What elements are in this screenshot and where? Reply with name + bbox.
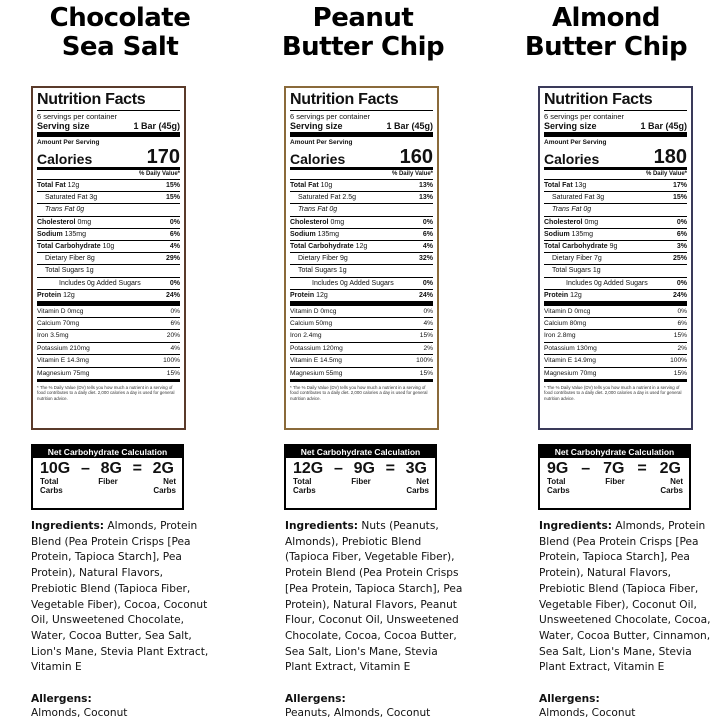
saturated-fat-row bbox=[544, 192, 687, 204]
nutrition-facts-heading: Nutrition Facts bbox=[544, 91, 687, 111]
nutrient-dv: 6% bbox=[169, 230, 180, 238]
net-fiber-value: 8G bbox=[100, 460, 122, 477]
net-carb-equation bbox=[33, 458, 182, 477]
net-carbs-caption: Net Carbs bbox=[406, 477, 429, 495]
vitamin-amount: 70mg bbox=[579, 369, 597, 377]
nutrient-name: Saturated Fat bbox=[45, 194, 88, 202]
net-carb-captions bbox=[540, 477, 689, 495]
total-sugars-row bbox=[37, 265, 180, 277]
nutrient-name: Total Carbohydrate bbox=[290, 242, 354, 250]
vitamin-dv: 15% bbox=[673, 369, 687, 377]
sodium-row bbox=[544, 229, 687, 241]
cholesterol-row bbox=[290, 217, 433, 229]
vitamin-name: Vitamin E bbox=[290, 357, 319, 365]
nutrient-dv: 24% bbox=[165, 291, 180, 299]
product-title-line2: Butter Chip bbox=[281, 32, 445, 62]
nutrient-amount: 10g bbox=[102, 242, 115, 250]
cholesterol-row bbox=[37, 217, 180, 229]
net-carbs-caption: Net Carbs bbox=[660, 477, 683, 495]
total-carbs-caption: Total Carbs bbox=[547, 477, 570, 495]
ingredients-label: Ingredients: bbox=[285, 520, 359, 532]
vitamin-e-row bbox=[37, 355, 180, 367]
vitamin-amount: 0mcg bbox=[320, 307, 337, 315]
nutrient-name: Includes 0g Added Sugars bbox=[312, 279, 394, 287]
net-total-carbs-value: 12G bbox=[293, 460, 324, 477]
nutrient-amount: 8g bbox=[87, 255, 95, 263]
nutrient-name: Trans Fat 0g bbox=[45, 206, 85, 214]
ingredients bbox=[285, 519, 465, 676]
nutrient-dv: 0% bbox=[676, 279, 687, 287]
calories-label: Calories bbox=[37, 151, 93, 167]
dietary-fiber-row bbox=[290, 253, 433, 265]
calories-value: 160 bbox=[399, 146, 433, 168]
vitamin-dv: 4% bbox=[423, 320, 433, 328]
saturated-fat-row bbox=[37, 192, 180, 204]
vitamin-name: Calcium bbox=[290, 320, 314, 328]
nutrient-amount: 1g bbox=[338, 267, 347, 275]
total-carbs-caption: Total Carbs bbox=[293, 477, 316, 495]
allergens-text: Almonds, Coconut bbox=[539, 707, 636, 719]
vitamin-amount: 0mcg bbox=[574, 307, 591, 315]
nutrient-amount: 7g bbox=[594, 255, 602, 263]
nutrient-name: Trans Fat 0g bbox=[552, 206, 592, 214]
vitamin-name: Vitamin E bbox=[37, 357, 66, 365]
vitamin-amount: 14.3mg bbox=[66, 357, 89, 365]
serving-size-row bbox=[544, 121, 687, 137]
nutrient-name: Dietary Fiber bbox=[298, 255, 339, 263]
net-carb-calculation bbox=[31, 444, 184, 510]
ingredients bbox=[539, 519, 719, 676]
ingredients-text: Nuts (Peanuts, Almonds), Prebiotic Blend (Tapioca Fiber, Vegetable Fiber), Protein Blend (Pea Protein Crisps [Pea Protein, Tapioca Starch], Pea Protein), Natural Flavors, Peanut Flour, Coconut Oil, Unsweetened Chocolate, Cocoa, Cocoa Butter, Sea Salt, Lion's Mane, Stevia Plant Extract, Vitamin E bbox=[285, 520, 463, 674]
nutrition-facts-label bbox=[538, 86, 693, 430]
nutrient-dv: 13% bbox=[418, 194, 433, 202]
product-title bbox=[486, 4, 726, 62]
vitamin-dv: 15% bbox=[673, 332, 687, 340]
ingredients-label: Ingredients: bbox=[539, 520, 613, 532]
nutrient-amount: 1g bbox=[85, 267, 94, 275]
vitamin-amount: 210mg bbox=[69, 344, 90, 352]
calories-row bbox=[544, 147, 687, 170]
nutrient-name: Cholesterol bbox=[37, 218, 76, 226]
calories-row bbox=[37, 147, 180, 170]
vitamin-amount: 120mg bbox=[322, 344, 343, 352]
net-carbs-value: 2G bbox=[659, 460, 681, 477]
vitamin-dv: 15% bbox=[419, 332, 433, 340]
iron-row bbox=[37, 330, 180, 342]
amount-per-serving: Amount Per Serving bbox=[290, 139, 353, 146]
nutrient-name: Saturated Fat bbox=[552, 194, 595, 202]
cholesterol-row bbox=[544, 217, 687, 229]
nutrient-dv: 25% bbox=[672, 255, 687, 263]
vitamin-name: Vitamin D bbox=[37, 307, 66, 315]
nutrient-dv: 15% bbox=[165, 182, 180, 189]
nutrient-amount: 12g bbox=[355, 242, 368, 250]
fiber-caption: Fiber bbox=[351, 477, 371, 486]
nutrient-dv: 15% bbox=[672, 194, 687, 202]
vitamin-name: Magnesium bbox=[544, 369, 579, 377]
net-carbs-caption: Net Carbs bbox=[153, 477, 176, 495]
nutrition-facts-label bbox=[31, 86, 186, 430]
total-carbohydrate-row bbox=[544, 241, 687, 253]
product-title-line1: Chocolate bbox=[49, 3, 191, 33]
net-carb-equation bbox=[540, 458, 689, 477]
net-carb-captions bbox=[286, 477, 435, 495]
dietary-fiber-row bbox=[544, 253, 687, 265]
potassium-row bbox=[544, 343, 687, 355]
trans-fat-row bbox=[37, 204, 180, 216]
vitamin-amount: 70mg bbox=[62, 320, 80, 328]
nutrient-name: Dietary Fiber bbox=[45, 255, 86, 263]
vitamin-name: Potassium bbox=[290, 344, 321, 352]
nutrient-amount: 135mg bbox=[64, 230, 87, 238]
nutrient-name: Sodium bbox=[37, 230, 63, 238]
dietary-fiber-row bbox=[37, 253, 180, 265]
iron-row bbox=[290, 330, 433, 342]
sodium-row bbox=[37, 229, 180, 241]
nutrient-amount: 9g bbox=[340, 255, 348, 263]
vitamin-d-row bbox=[544, 306, 687, 318]
vitamin-dv: 20% bbox=[166, 332, 180, 340]
daily-value-heading: % Daily Value* bbox=[544, 170, 687, 180]
equals-sign: = bbox=[132, 460, 142, 477]
serving-size-value: 1 Bar (45g) bbox=[386, 121, 433, 131]
total-carbohydrate-row bbox=[37, 241, 180, 253]
protein-row bbox=[544, 290, 687, 306]
vitamin-d-row bbox=[37, 306, 180, 318]
nutrient-name: Total Sugars bbox=[552, 267, 591, 275]
vitamin-amount: 55mg bbox=[325, 369, 343, 377]
net-carb-heading: Net Carbohydrate Calculation bbox=[33, 446, 182, 458]
vitamin-name: Calcium bbox=[37, 320, 61, 328]
trans-fat-row bbox=[290, 204, 433, 216]
vitamin-name: Magnesium bbox=[290, 369, 325, 377]
vitamin-dv: 100% bbox=[670, 357, 687, 365]
vitamin-name: Iron bbox=[37, 332, 49, 340]
nutrient-dv: 24% bbox=[672, 291, 687, 299]
vitamin-dv: 2% bbox=[677, 344, 687, 352]
net-carb-heading: Net Carbohydrate Calculation bbox=[540, 446, 689, 458]
ingredients-text: Almonds, Protein Blend (Pea Protein Crisps [Pea Protein, Tapioca Starch], Pea Protein), Natural Flavors, Prebiotic Blend (Tapioca Fiber, Vegetable Fiber), Cocoa, Coconut Oil, Unsweetened Chocolate, Water, Cocoa Butter, Sea Salt, Lion's Mane, Stevia Plant Extract, Vitamin E bbox=[31, 520, 209, 674]
calories-value: 180 bbox=[653, 146, 687, 168]
serving-size-value: 1 Bar (45g) bbox=[640, 121, 687, 131]
serving-size-label: Serving size bbox=[37, 121, 90, 131]
vitamin-dv: 6% bbox=[170, 320, 180, 328]
daily-value-footnote: * The % Daily Value (DV) tells you how much a nutrient in a serving of food contributes to a daily diet. 2,000 calories a day is used for general nutrition advice. bbox=[544, 384, 682, 401]
calcium-row bbox=[37, 318, 180, 330]
allergens-label: Allergens: bbox=[285, 693, 346, 705]
protein-row bbox=[37, 290, 180, 306]
vitamin-amount: 130mg bbox=[576, 344, 597, 352]
product-title-line2: Butter Chip bbox=[524, 32, 688, 62]
net-carb-calculation bbox=[538, 444, 691, 510]
vitamin-dv: 15% bbox=[419, 369, 433, 377]
nutrient-name: Protein bbox=[37, 291, 62, 299]
magnesium-row bbox=[544, 368, 687, 382]
equals-sign: = bbox=[637, 460, 647, 477]
nutrient-amount: 12g bbox=[570, 291, 582, 299]
nutrient-name: Total Sugars bbox=[298, 267, 337, 275]
allergens-text: Almonds, Coconut bbox=[31, 707, 128, 719]
total-sugars-row bbox=[290, 265, 433, 277]
vitamin-amount: 3.5mg bbox=[50, 332, 69, 340]
nutrient-dv: 0% bbox=[422, 279, 433, 287]
daily-value-footnote: * The % Daily Value (DV) tells you how much a nutrient in a serving of food contributes to a daily diet. 2,000 calories a day is used for general nutrition advice. bbox=[290, 384, 428, 401]
nutrient-amount: 12g bbox=[67, 182, 80, 189]
magnesium-row bbox=[290, 368, 433, 382]
iron-row bbox=[544, 330, 687, 342]
nutrient-dv: 6% bbox=[422, 230, 433, 238]
vitamin-name: Iron bbox=[290, 332, 302, 340]
total-sugars-row bbox=[544, 265, 687, 277]
vitamin-amount: 75mg bbox=[72, 369, 90, 377]
nutrition-facts-heading: Nutrition Facts bbox=[290, 91, 433, 111]
net-carb-heading: Net Carbohydrate Calculation bbox=[286, 446, 435, 458]
calcium-row bbox=[290, 318, 433, 330]
nutrient-amount: 0mg bbox=[330, 218, 345, 226]
serving-size-label: Serving size bbox=[544, 121, 597, 131]
nutrient-name: Cholesterol bbox=[290, 218, 329, 226]
allergens-label: Allergens: bbox=[539, 693, 600, 705]
product-title bbox=[243, 4, 483, 62]
amount-per-serving: Amount Per Serving bbox=[37, 139, 100, 146]
nutrient-dv: 3% bbox=[676, 242, 687, 250]
minus-sign: – bbox=[80, 460, 90, 477]
nutrient-dv: 13% bbox=[418, 182, 433, 189]
nutrient-name: Sodium bbox=[290, 230, 316, 238]
nutrient-dv: 29% bbox=[165, 255, 180, 263]
allergens-text: Peanuts, Almonds, Coconut bbox=[285, 707, 431, 719]
nutrient-name: Protein bbox=[290, 291, 315, 299]
nutrient-amount: 3g bbox=[89, 194, 98, 202]
nutrient-amount: 0mg bbox=[584, 218, 599, 226]
calories-value: 170 bbox=[146, 146, 180, 168]
nutrient-dv: 24% bbox=[418, 291, 433, 299]
trans-fat-row bbox=[544, 204, 687, 216]
nutrient-amount: 13g bbox=[574, 182, 587, 189]
vitamin-dv: 0% bbox=[423, 307, 433, 315]
net-carbs-value: 3G bbox=[405, 460, 427, 477]
vitamin-amount: 80mg bbox=[569, 320, 587, 328]
fiber-caption: Fiber bbox=[98, 477, 118, 486]
daily-value-footnote: * The % Daily Value (DV) tells you how much a nutrient in a serving of food contributes to a daily diet. 2,000 calories a day is used for general nutrition advice. bbox=[37, 384, 175, 401]
nutrient-name: Sodium bbox=[544, 230, 570, 238]
potassium-row bbox=[37, 343, 180, 355]
net-carbs-value: 2G bbox=[152, 460, 174, 477]
calories-row bbox=[290, 147, 433, 170]
nutrient-dv: 0% bbox=[676, 218, 687, 226]
added-sugars-row bbox=[290, 278, 433, 290]
vitamin-dv: 0% bbox=[677, 307, 687, 315]
vitamin-name: Vitamin E bbox=[544, 357, 573, 365]
vitamin-e-row bbox=[544, 355, 687, 367]
nutrient-name: Total Carbohydrate bbox=[544, 242, 608, 250]
vitamin-dv: 0% bbox=[170, 307, 180, 315]
nutrient-amount: 135mg bbox=[571, 230, 594, 238]
serving-size-value: 1 Bar (45g) bbox=[133, 121, 180, 131]
allergens bbox=[539, 692, 727, 720]
potassium-row bbox=[290, 343, 433, 355]
product-title-line1: Peanut bbox=[312, 3, 414, 33]
servings-per-container: 6 servings per container bbox=[37, 112, 118, 121]
allergens bbox=[31, 692, 221, 720]
nutrient-name: Trans Fat 0g bbox=[298, 206, 338, 214]
vitamin-dv: 2% bbox=[423, 344, 433, 352]
vitamin-dv: 15% bbox=[166, 369, 180, 377]
net-fiber-value: 7G bbox=[603, 460, 625, 477]
total-carbohydrate-row bbox=[290, 241, 433, 253]
nutrient-amount: 10g bbox=[320, 182, 333, 189]
net-total-carbs-value: 9G bbox=[547, 460, 569, 477]
total-fat-row bbox=[290, 180, 433, 192]
sodium-row bbox=[290, 229, 433, 241]
nutrient-name: Total Fat bbox=[290, 182, 319, 189]
vitamin-e-row bbox=[290, 355, 433, 367]
net-carb-captions bbox=[33, 477, 182, 495]
nutrient-dv: 0% bbox=[169, 218, 180, 226]
nutrient-dv: 4% bbox=[169, 242, 180, 250]
net-carb-equation bbox=[286, 458, 435, 477]
nutrient-name: Saturated Fat bbox=[298, 194, 341, 202]
allergens-label: Allergens: bbox=[31, 693, 92, 705]
nutrient-name: Total Carbohydrate bbox=[37, 242, 101, 250]
product-title-line1: Almond bbox=[551, 3, 661, 33]
nutrient-amount: 0mg bbox=[77, 218, 92, 226]
serving-size-row bbox=[37, 121, 180, 137]
nutrient-name: Protein bbox=[544, 291, 569, 299]
ingredients bbox=[31, 519, 211, 676]
nutrient-name: Includes 0g Added Sugars bbox=[566, 279, 648, 287]
vitamin-name: Calcium bbox=[544, 320, 568, 328]
vitamin-amount: 2.4mg bbox=[303, 332, 322, 340]
vitamin-name: Vitamin D bbox=[290, 307, 319, 315]
amount-per-serving: Amount Per Serving bbox=[544, 139, 607, 146]
fiber-caption: Fiber bbox=[605, 477, 625, 486]
vitamin-dv: 4% bbox=[170, 344, 180, 352]
calories-label: Calories bbox=[544, 151, 600, 167]
vitamin-amount: 14.5mg bbox=[319, 357, 342, 365]
vitamin-d-row bbox=[290, 306, 433, 318]
net-fiber-value: 9G bbox=[353, 460, 375, 477]
vitamin-amount: 2.8mg bbox=[557, 332, 576, 340]
calcium-row bbox=[544, 318, 687, 330]
total-fat-row bbox=[544, 180, 687, 192]
nutrient-amount: 12g bbox=[316, 291, 328, 299]
vitamin-amount: 14.9mg bbox=[573, 357, 596, 365]
nutrient-dv: 17% bbox=[672, 182, 687, 189]
nutrient-dv: 15% bbox=[165, 194, 180, 202]
added-sugars-row bbox=[37, 278, 180, 290]
nutrient-amount: 1g bbox=[592, 267, 601, 275]
allergens bbox=[285, 692, 475, 720]
net-carb-calculation bbox=[284, 444, 437, 510]
protein-row bbox=[290, 290, 433, 306]
vitamin-dv: 100% bbox=[163, 357, 180, 365]
magnesium-row bbox=[37, 368, 180, 382]
nutrient-dv: 4% bbox=[422, 242, 433, 250]
nutrient-dv: 6% bbox=[676, 230, 687, 238]
daily-value-heading: % Daily Value* bbox=[37, 170, 180, 180]
vitamin-name: Potassium bbox=[37, 344, 68, 352]
nutrient-amount: 2.5g bbox=[342, 194, 356, 202]
nutrient-name: Total Fat bbox=[544, 182, 573, 189]
added-sugars-row bbox=[544, 278, 687, 290]
total-fat-row bbox=[37, 180, 180, 192]
vitamin-name: Iron bbox=[544, 332, 556, 340]
vitamin-name: Potassium bbox=[544, 344, 575, 352]
nutrient-dv: 32% bbox=[418, 255, 433, 263]
nutrient-amount: 135mg bbox=[317, 230, 340, 238]
minus-sign: – bbox=[333, 460, 343, 477]
serving-size-row bbox=[290, 121, 433, 137]
nutrient-amount: 9g bbox=[609, 242, 618, 250]
vitamin-name: Magnesium bbox=[37, 369, 72, 377]
nutrient-amount: 12g bbox=[63, 291, 75, 299]
vitamin-dv: 100% bbox=[416, 357, 433, 365]
ingredients-text: Almonds, Protein Blend (Pea Protein Crisps [Pea Protein, Tapioca Starch], Pea Protein), Natural Flavors, Prebiotic Blend (Tapioca Fiber, Vegetable Fiber), Coconut Oil, Unsweetened Chocolate, Cocoa, Water, Cocoa Butter, Cinnamon, Sea Salt, Lion's Mane, Stevia Plant Extract, Vitamin E bbox=[539, 520, 711, 674]
vitamin-amount: 0mcg bbox=[67, 307, 84, 315]
vitamin-dv: 6% bbox=[677, 320, 687, 328]
nutrition-facts-heading: Nutrition Facts bbox=[37, 91, 180, 111]
nutrient-dv: 0% bbox=[169, 279, 180, 287]
product-title-line2: Sea Salt bbox=[61, 32, 179, 62]
vitamin-amount: 50mg bbox=[315, 320, 333, 328]
minus-sign: – bbox=[581, 460, 591, 477]
saturated-fat-row bbox=[290, 192, 433, 204]
daily-value-heading: % Daily Value* bbox=[290, 170, 433, 180]
nutrient-name: Total Sugars bbox=[45, 267, 84, 275]
calories-label: Calories bbox=[290, 151, 346, 167]
nutrient-name: Includes 0g Added Sugars bbox=[59, 279, 141, 287]
nutrient-amount: 3g bbox=[596, 194, 605, 202]
ingredients-label: Ingredients: bbox=[31, 520, 105, 532]
serving-size-label: Serving size bbox=[290, 121, 343, 131]
product-title bbox=[0, 4, 240, 62]
servings-per-container: 6 servings per container bbox=[290, 112, 371, 121]
nutrient-dv: 0% bbox=[422, 218, 433, 226]
nutrient-name: Total Fat bbox=[37, 182, 66, 189]
servings-per-container: 6 servings per container bbox=[544, 112, 625, 121]
vitamin-name: Vitamin D bbox=[544, 307, 573, 315]
nutrient-name: Cholesterol bbox=[544, 218, 583, 226]
nutrition-facts-label bbox=[284, 86, 439, 430]
equals-sign: = bbox=[385, 460, 395, 477]
net-total-carbs-value: 10G bbox=[40, 460, 71, 477]
total-carbs-caption: Total Carbs bbox=[40, 477, 63, 495]
nutrient-name: Dietary Fiber bbox=[552, 255, 593, 263]
